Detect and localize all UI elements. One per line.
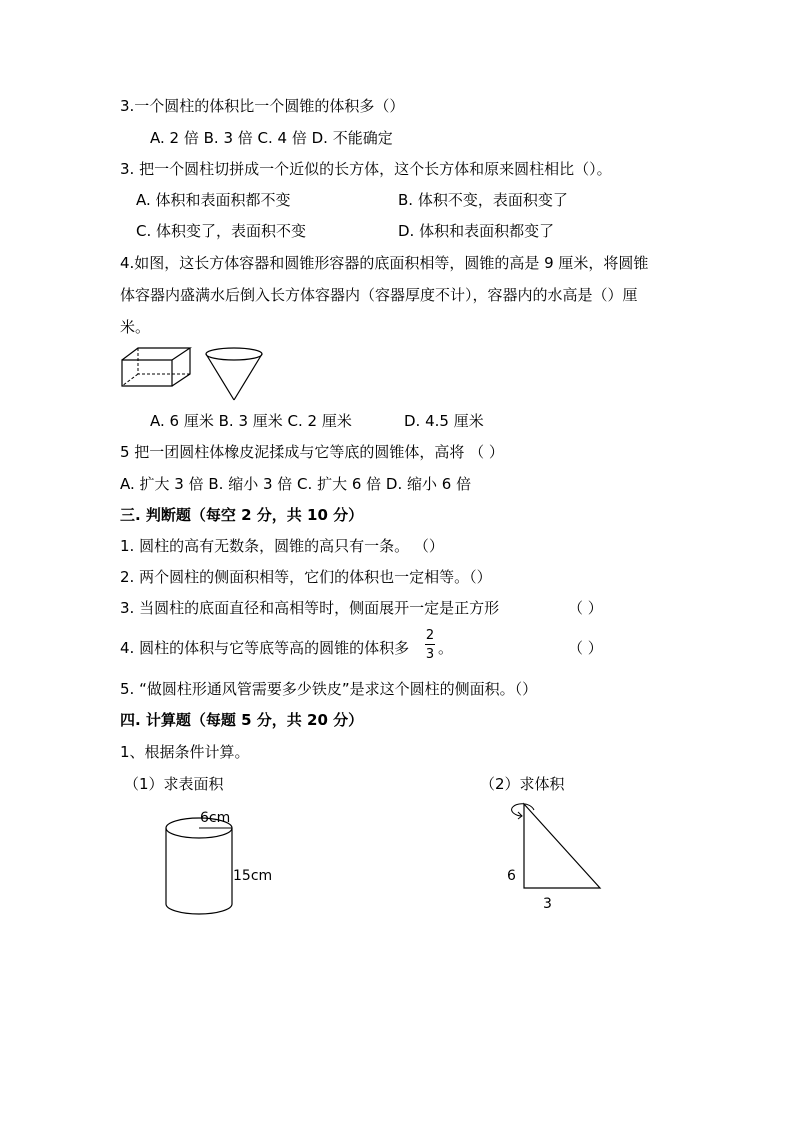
judge-item-2: 2. 两个圆柱的侧面积相等，它们的体积也一定相等。（）: [120, 568, 492, 586]
question-4-line3: 米。: [120, 318, 151, 336]
triangle-height-label: 6: [507, 868, 516, 884]
cylinder-height-label: 15cm: [233, 868, 273, 884]
question-3a-options: A. 2 倍 B. 3 倍 C. 4 倍 D. 不能确定: [150, 129, 393, 147]
fraction-denominator: 3: [425, 647, 435, 662]
question-4-options-abc: A. 6 厘米 B. 3 厘米 C. 2 厘米: [150, 412, 352, 430]
section-4-subheading: 1、根据条件计算。: [120, 743, 250, 761]
judge-item-4-tail: 。: [438, 639, 454, 657]
judge-item-4-answer-paren: （ ）: [568, 639, 603, 657]
cuboid-figure: [120, 346, 192, 388]
judge-item-3-answer-paren: （ ）: [568, 599, 603, 617]
question-3b-option-b: B. 体积不变，表面积变了: [398, 191, 568, 209]
fraction-bar: [425, 644, 435, 645]
question-3b-option-a: A. 体积和表面积都不变: [136, 191, 291, 209]
cone-figure: [204, 346, 266, 402]
question-3b-option-d: D. 体积和表面积都变了: [398, 222, 555, 240]
question-3a-text: 3.一个圆柱的体积比一个圆锥的体积多（）: [120, 97, 405, 115]
triangle-figure: [508, 798, 608, 890]
question-4-line2: 体容器内盛满水后倒入长方体容器内（容器厚度不计），容器内的水高是（）厘: [120, 286, 638, 304]
question-4-line1: 4.如图，这长方体容器和圆锥形容器的底面积相等，圆锥的高是 9 厘米，将圆锥: [120, 254, 649, 272]
question-5-options: A. 扩大 3 倍 B. 缩小 3 倍 C. 扩大 6 倍 D. 缩小 6 倍: [120, 475, 472, 493]
judge-item-3: 3. 当圆柱的底面直径和高相等时，侧面展开一定是正方形: [120, 599, 500, 617]
judge-item-1: 1. 圆柱的高有无数条，圆锥的高只有一条。 （）: [120, 537, 444, 555]
section-4-heading: 四. 计算题（每题 5 分，共 20 分）: [120, 711, 364, 729]
cylinder-diameter-label: 6cm: [200, 810, 231, 826]
cylinder-figure: [164, 816, 236, 918]
triangle-base-label: 3: [543, 896, 552, 912]
section-3-heading: 三. 判断题（每空 2 分，共 10 分）: [120, 506, 364, 524]
part-1-label: （1）求表面积: [124, 775, 224, 793]
question-3b-text: 3. 把一个圆柱切拼成一个近似的长方体，这个长方体和原来圆柱相比（）。: [120, 160, 612, 178]
question-4-option-d: D. 4.5 厘米: [404, 412, 484, 430]
judge-item-4: 4. 圆柱的体积与它等底等高的圆锥的体积多: [120, 639, 410, 657]
question-5-text: 5 把一团圆柱体橡皮泥揉成与它等底的圆锥体，高将 （ ）: [120, 443, 504, 461]
judge-item-5: 5. “做圆柱形通风管需要多少铁皮”是求这个圆柱的侧面积。（）: [120, 680, 538, 698]
question-3b-option-c: C. 体积变了，表面积不变: [136, 222, 307, 240]
fraction-numerator: 2: [425, 628, 435, 643]
part-2-label: （2）求体积: [480, 775, 565, 793]
